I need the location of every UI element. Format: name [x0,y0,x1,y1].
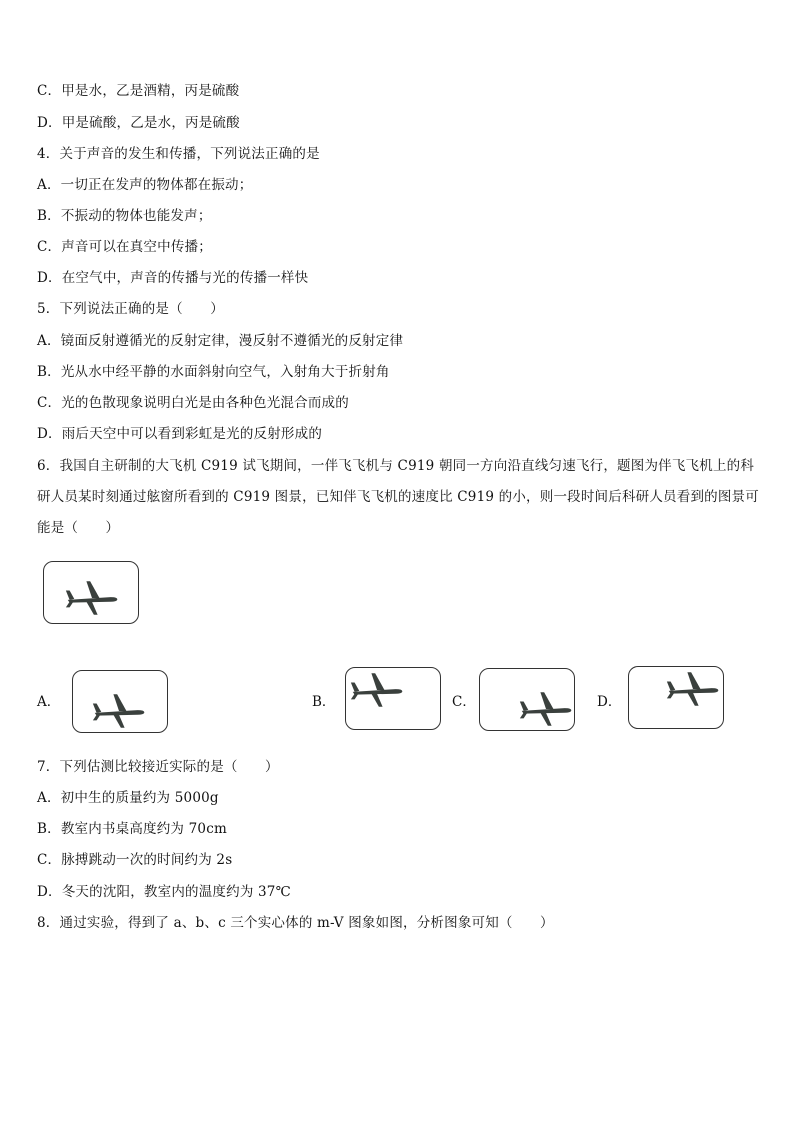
question-7: 7．下列估测比较接近实际的是（ ） [37,759,279,775]
option-d-label: D． [597,694,622,710]
question-8: 8．通过实验，得到了 a、b、c 三个实心体的 m-V 图象如图，分析图象可知（ ） [37,915,554,931]
option-a-frame[interactable] [72,670,168,733]
option-a-q5: A．镜面反射遵循光的反射定律，漫反射不遵循光的反射定律 [37,333,404,349]
option-c-label: C． [452,694,476,710]
question-6-line1: 6．我国自主研制的大飞机 C919 试飞期间，一伴飞飞机与 C919 朝同一方向沿直线匀速飞行，题图为伴飞飞机上的科 [37,458,755,474]
airplane-icon [665,669,721,709]
option-c-q7: C．脉搏跳动一次的时间约为 2s [37,852,233,868]
reference-window-frame [43,561,139,624]
option-c-q4: C．声音可以在真空中传播； [37,239,212,255]
option-c-frame[interactable] [479,668,575,731]
option-b-q7: B．教室内书桌高度约为 70cm [37,821,227,837]
option-d-frame[interactable] [628,666,724,729]
option-a-label: A． [37,694,61,710]
airplane-icon [91,691,147,731]
option-b-q5: B．光从水中经平静的水面斜射向空气，入射角大于折射角 [37,364,390,380]
airplane-icon [64,578,120,618]
option-d-q5: D．雨后天空中可以看到彩虹是光的反射形成的 [37,426,323,442]
airplane-icon [518,689,574,729]
question-4: 4．关于声音的发生和传播，下列说法正确的是 [37,146,320,162]
option-d-q3: D．甲是硫酸，乙是水，丙是硫酸 [37,115,240,131]
option-b-q4: B．不振动的物体也能发声； [37,208,212,224]
option-a-q7: A．初中生的质量约为 5000g [37,790,219,806]
option-c-q5: C．光的色散现象说明白光是由各种色光混合而成的 [37,395,349,411]
option-b-frame[interactable] [345,667,441,730]
option-b-label: B． [312,694,336,710]
airplane-icon [349,670,405,710]
option-d-q4: D．在空气中，声音的传播与光的传播一样快 [37,270,309,286]
option-c-q3: C．甲是水，乙是酒精，丙是硫酸 [37,83,240,99]
option-a-q4: A．一切正在发声的物体都在振动； [37,177,253,193]
question-6-line2: 研人员某时刻通过舷窗所看到的 C919 图景，已知伴飞飞机的速度比 C919 的小，则一段时间后科研人员看到的图景可 [37,489,759,505]
question-6-line3: 能是（ ） [37,520,120,536]
question-5: 5．下列说法正确的是（ ） [37,301,224,317]
option-d-q7: D．冬天的沈阳，教室内的温度约为 37℃ [37,884,291,900]
